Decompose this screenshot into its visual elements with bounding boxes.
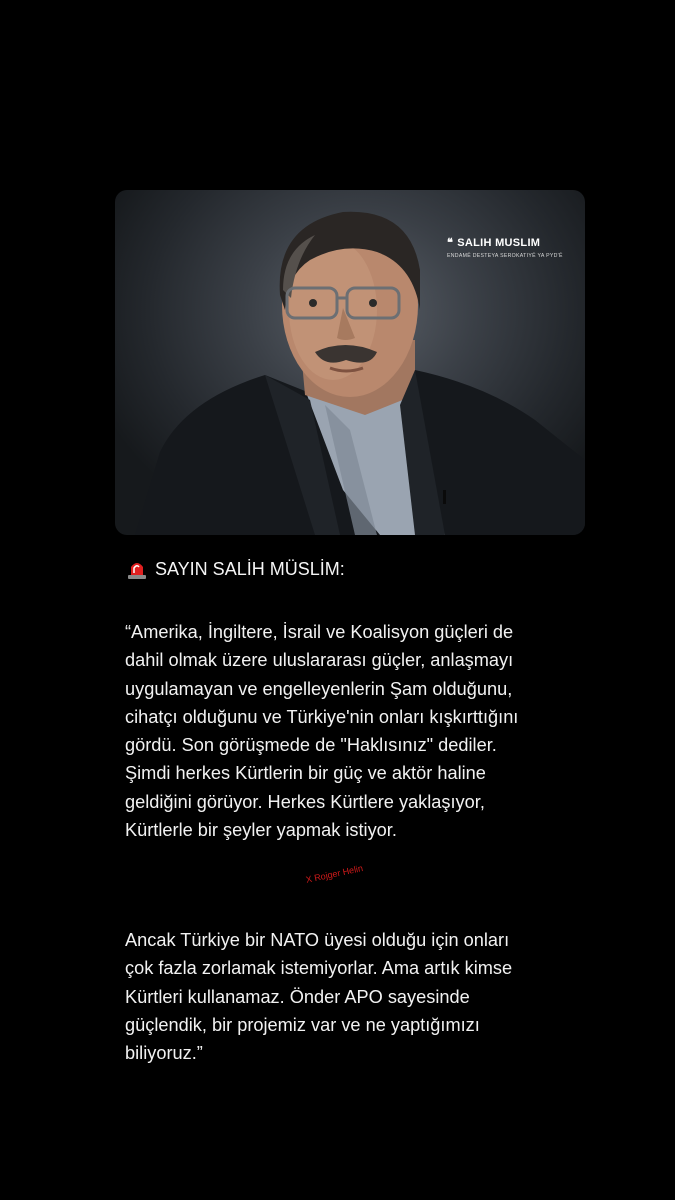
quote-icon: ❝ — [447, 237, 454, 249]
quote-paragraph-1: “Amerika, İngiltere, İsrail ve Koalisyon güçleri de dahil olmak üzere uluslararası güçler, anlaşmayı uygulamayan ve engelleyenlerin Şam olduğunu, cihatçı olduğunu ve Türkiye'nin onları kışkırttığını gördü. Son görüşmede de "Haklısınız" dediler. Şimdi herkes Kürtlerin bir güç ve aktör haline geldiğini görüyor. Herkes Kürtlere yaklaşıyor, Kürtlerle bir şeyler yapmak istiyor. — [125, 622, 519, 841]
name-block — [447, 236, 563, 259]
siren-icon — [127, 558, 147, 580]
photo-card[interactable] — [115, 190, 585, 535]
headline — [127, 558, 345, 580]
watermark: X Rojger Helin — [304, 863, 364, 885]
headline-text: SAYIN SALİH MÜSLİM: — [155, 558, 345, 579]
person-subtitle: ENDAMÊ DESTEYA SEROKATIYÊ YA PYD'Ê — [447, 253, 563, 259]
person-name: SALIH MUSLIM — [457, 236, 541, 249]
quote-paragraph-2: Ancak Türkiye bir NATO üyesi olduğu için onları çok fazla zorlamak istemiyorlar. Ama artık kimse Kürtleri kullanamaz. Önder APO sayesinde güçlendik, bir projemiz var ve ne yaptığımızı biliyoruz.” — [125, 930, 513, 1064]
